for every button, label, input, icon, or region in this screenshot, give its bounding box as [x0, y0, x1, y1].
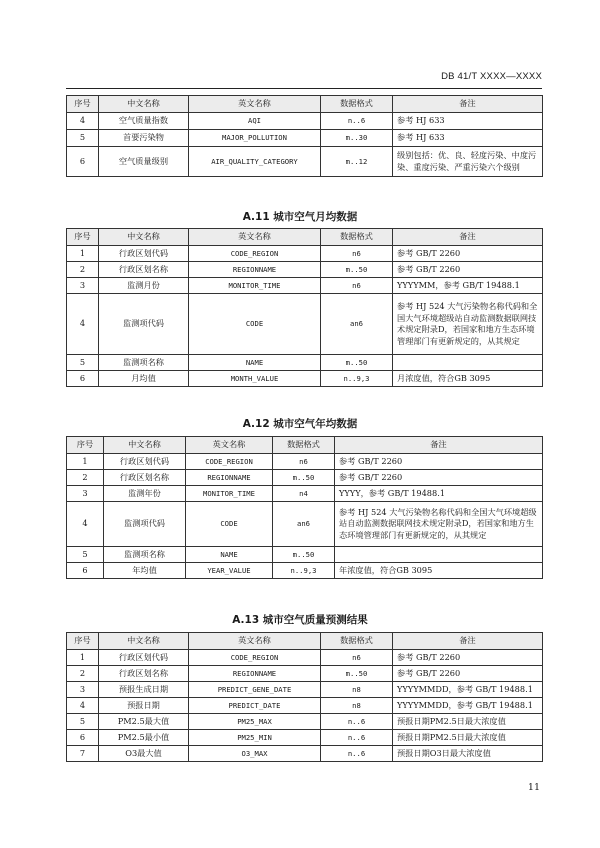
- cell-english-name: PREDICT_DATE: [189, 698, 321, 714]
- cell-remark: 参考 HJ 633: [393, 130, 543, 147]
- cell-index: 5: [67, 130, 99, 147]
- cell-chinese-name: 年均值: [104, 563, 186, 579]
- cell-chinese-name: PM2.5最大值: [99, 714, 189, 730]
- cell-remark: 年浓度值，符合GB 3095: [335, 563, 543, 579]
- section-title-a12: A.12 城市空气年均数据: [242, 418, 358, 430]
- column-header: 中文名称: [99, 633, 189, 650]
- column-header: 备注: [393, 96, 543, 113]
- cell-index: 6: [67, 730, 99, 746]
- cell-english-name: YEAR_VALUE: [186, 563, 273, 579]
- column-header: 中文名称: [99, 229, 189, 246]
- cell-english-name: NAME: [186, 547, 273, 563]
- cell-english-name: PM25_MIN: [189, 730, 321, 746]
- cell-data-format: n..9,3: [273, 563, 335, 579]
- column-header: 中文名称: [104, 437, 186, 454]
- cell-english-name: PM25_MAX: [189, 714, 321, 730]
- table-row: [67, 294, 543, 355]
- cell-chinese-name: 预报日期: [99, 698, 189, 714]
- cell-english-name: REGIONNAME: [189, 262, 321, 278]
- table-row: [67, 246, 543, 262]
- column-header: 序号: [67, 633, 99, 650]
- table-row: [67, 563, 543, 579]
- cell-remark: 参考 GB/T 2260: [393, 246, 543, 262]
- cell-data-format: m..50: [321, 262, 393, 278]
- section-title-a11: A.11 城市空气月均数据: [242, 211, 358, 223]
- table-row: [67, 130, 543, 147]
- cell-data-format: n..6: [321, 113, 393, 130]
- table-a12: [66, 436, 543, 579]
- cell-english-name: CODE_REGION: [189, 246, 321, 262]
- cell-index: 6: [67, 563, 104, 579]
- cell-remark: [393, 355, 543, 371]
- column-header: 序号: [67, 229, 99, 246]
- cell-chinese-name: 行政区划代码: [99, 650, 189, 666]
- column-header: 序号: [67, 437, 104, 454]
- column-header: 数据格式: [321, 229, 393, 246]
- cell-remark: 参考 GB/T 2260: [393, 262, 543, 278]
- cell-data-format: m..50: [321, 666, 393, 682]
- cell-data-format: n8: [321, 682, 393, 698]
- cell-remark: [335, 547, 543, 563]
- cell-index: 2: [67, 666, 99, 682]
- cell-data-format: n4: [273, 486, 335, 502]
- column-header: 备注: [393, 633, 543, 650]
- table-row: [67, 470, 543, 486]
- cell-remark: 级别包括：优、良、轻度污染、中度污染、重度污染、严重污染六个级别: [393, 147, 543, 177]
- table-continued: [66, 95, 543, 177]
- cell-remark: 参考 HJ 524 大气污染物名称代码和全国大气环境超级站自动监测数据联网技术规定附录D，若国家和地方生态环境管理部门有更新规定的，从其规定: [335, 502, 543, 547]
- column-header: 英文名称: [186, 437, 273, 454]
- cell-remark: 参考 GB/T 2260: [393, 666, 543, 682]
- cell-index: 3: [67, 278, 99, 294]
- table-row: [67, 746, 543, 762]
- cell-index: 1: [67, 454, 104, 470]
- cell-remark: 预报日期O3日最大浓度值: [393, 746, 543, 762]
- cell-remark: YYYYMMDD，参考 GB/T 19488.1: [393, 682, 543, 698]
- table-row: [67, 714, 543, 730]
- cell-english-name: MAJOR_POLLUTION: [189, 130, 321, 147]
- cell-chinese-name: 行政区划名称: [104, 470, 186, 486]
- cell-remark: 参考 HJ 524 大气污染物名称代码和全国大气环境超级站自动监测数据联网技术规定附录D，若国家和地方生态环境管理部门有更新规定的，从其规定: [393, 294, 543, 355]
- cell-english-name: MONITOR_TIME: [186, 486, 273, 502]
- column-header: 备注: [393, 229, 543, 246]
- cell-english-name: MONITOR_TIME: [189, 278, 321, 294]
- cell-english-name: PREDICT_GENE_DATE: [189, 682, 321, 698]
- table-a11: [66, 228, 543, 387]
- column-header: 数据格式: [321, 96, 393, 113]
- cell-chinese-name: O3最大值: [99, 746, 189, 762]
- table-row: [67, 666, 543, 682]
- cell-data-format: m..30: [321, 130, 393, 147]
- table-row: [67, 698, 543, 714]
- cell-data-format: n..9,3: [321, 371, 393, 387]
- table-header: [67, 633, 543, 650]
- table-header: [67, 229, 543, 246]
- table-row: [67, 650, 543, 666]
- table-row: [67, 113, 543, 130]
- cell-chinese-name: 监测项代码: [99, 294, 189, 355]
- cell-chinese-name: 空气质量指数: [99, 113, 189, 130]
- table-row: [67, 262, 543, 278]
- cell-english-name: AIR_QUALITY_CATEGORY: [189, 147, 321, 177]
- cell-remark: 参考 HJ 633: [393, 113, 543, 130]
- cell-index: 3: [67, 486, 104, 502]
- cell-chinese-name: 监测项名称: [104, 547, 186, 563]
- column-header: 数据格式: [273, 437, 335, 454]
- table-row: [67, 371, 543, 387]
- cell-index: 3: [67, 682, 99, 698]
- cell-english-name: NAME: [189, 355, 321, 371]
- cell-chinese-name: 行政区划名称: [99, 666, 189, 682]
- table-row: [67, 147, 543, 177]
- cell-data-format: n..6: [321, 730, 393, 746]
- column-header: 英文名称: [189, 633, 321, 650]
- cell-data-format: n6: [321, 650, 393, 666]
- table-row: [67, 682, 543, 698]
- cell-data-format: n..6: [321, 714, 393, 730]
- cell-chinese-name: 监测月份: [99, 278, 189, 294]
- cell-english-name: CODE: [189, 294, 321, 355]
- cell-data-format: n6: [321, 278, 393, 294]
- cell-english-name: REGIONNAME: [186, 470, 273, 486]
- table-row: [67, 486, 543, 502]
- cell-english-name: O3_MAX: [189, 746, 321, 762]
- cell-index: 1: [67, 246, 99, 262]
- cell-index: 6: [67, 371, 99, 387]
- cell-english-name: AQI: [189, 113, 321, 130]
- cell-chinese-name: 行政区划名称: [99, 262, 189, 278]
- cell-data-format: n6: [273, 454, 335, 470]
- cell-chinese-name: 监测项名称: [99, 355, 189, 371]
- table-row: [67, 502, 543, 547]
- cell-english-name: CODE_REGION: [186, 454, 273, 470]
- cell-data-format: m..50: [273, 547, 335, 563]
- cell-data-format: m..50: [321, 355, 393, 371]
- cell-data-format: an6: [321, 294, 393, 355]
- cell-index: 6: [67, 147, 99, 177]
- cell-remark: 月浓度值，符合GB 3095: [393, 371, 543, 387]
- cell-index: 1: [67, 650, 99, 666]
- cell-chinese-name: 行政区划代码: [99, 246, 189, 262]
- column-header: 中文名称: [99, 96, 189, 113]
- cell-english-name: MONTH_VALUE: [189, 371, 321, 387]
- cell-index: 5: [67, 547, 104, 563]
- cell-remark: YYYYMM，参考 GB/T 19488.1: [393, 278, 543, 294]
- cell-index: 4: [67, 698, 99, 714]
- cell-data-format: n8: [321, 698, 393, 714]
- cell-index: 2: [67, 470, 104, 486]
- cell-index: 7: [67, 746, 99, 762]
- cell-remark: 预报日期PM2.5日最大浓度值: [393, 714, 543, 730]
- cell-english-name: CODE_REGION: [189, 650, 321, 666]
- table-header: [67, 96, 543, 113]
- table-row: [67, 278, 543, 294]
- cell-index: 2: [67, 262, 99, 278]
- cell-index: 5: [67, 355, 99, 371]
- header-divider: [66, 88, 542, 89]
- cell-remark: 参考 GB/T 2260: [393, 650, 543, 666]
- cell-chinese-name: 监测年份: [104, 486, 186, 502]
- cell-chinese-name: 监测项代码: [104, 502, 186, 547]
- cell-english-name: REGIONNAME: [189, 666, 321, 682]
- cell-remark: 预报日期PM2.5日最大浓度值: [393, 730, 543, 746]
- cell-index: 4: [67, 294, 99, 355]
- cell-remark: YYYY，参考 GB/T 19488.1: [335, 486, 543, 502]
- cell-index: 4: [67, 502, 104, 547]
- cell-data-format: an6: [273, 502, 335, 547]
- column-header: 序号: [67, 96, 99, 113]
- column-header: 英文名称: [189, 96, 321, 113]
- table-row: [67, 547, 543, 563]
- table-row: [67, 355, 543, 371]
- cell-data-format: n..6: [321, 746, 393, 762]
- cell-remark: YYYYMMDD，参考 GB/T 19488.1: [393, 698, 543, 714]
- table-a13: [66, 632, 543, 762]
- cell-remark: 参考 GB/T 2260: [335, 470, 543, 486]
- page-number: 11: [527, 782, 540, 793]
- cell-english-name: CODE: [186, 502, 273, 547]
- cell-index: 4: [67, 113, 99, 130]
- cell-data-format: n6: [321, 246, 393, 262]
- cell-data-format: m..12: [321, 147, 393, 177]
- cell-index: 5: [67, 714, 99, 730]
- table-row: [67, 454, 543, 470]
- cell-chinese-name: 预报生成日期: [99, 682, 189, 698]
- column-header: 备注: [335, 437, 543, 454]
- cell-chinese-name: 首要污染物: [99, 130, 189, 147]
- column-header: 数据格式: [321, 633, 393, 650]
- cell-remark: 参考 GB/T 2260: [335, 454, 543, 470]
- table-header: [67, 437, 543, 454]
- cell-chinese-name: 月均值: [99, 371, 189, 387]
- cell-chinese-name: PM2.5最小值: [99, 730, 189, 746]
- cell-chinese-name: 空气质量级别: [99, 147, 189, 177]
- table-row: [67, 730, 543, 746]
- cell-chinese-name: 行政区划代码: [104, 454, 186, 470]
- section-title-a13: A.13 城市空气质量预测结果: [232, 614, 368, 626]
- column-header: 英文名称: [189, 229, 321, 246]
- cell-data-format: m..50: [273, 470, 335, 486]
- document-code: DB 41/T XXXX—XXXX: [441, 71, 542, 82]
